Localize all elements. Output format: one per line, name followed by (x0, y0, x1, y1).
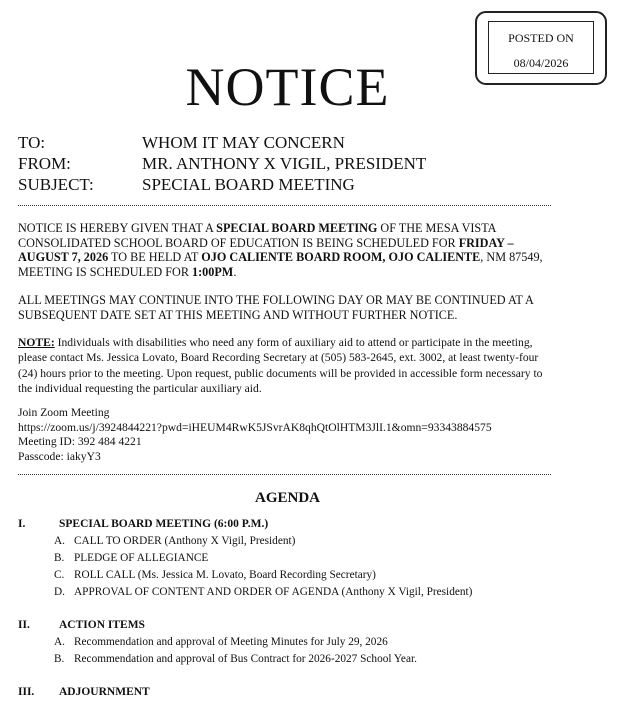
section-number: I. (18, 518, 26, 530)
notice-date: FRIDAY – AUGUST 7, 2026 (18, 235, 514, 265)
item-letter: B. (54, 653, 65, 665)
note-text: Individuals with disabilities who need any form of auxiliary aid to attend or participate in the meeting, please contact Ms. Jessica Lovato, Board Recording Secretary at (505) 583-2645, ext. 3002, at least twenty-four (24) hours prior to the meeting. Upon request, public documents will be provided in accessible form necessary to the individual requesting the particular auxiliary aid. (18, 336, 543, 396)
item-letter: A. (54, 535, 65, 547)
subject-value: SPECIAL BOARD MEETING (142, 175, 355, 194)
item-letter: B. (54, 552, 65, 564)
notice-text-3: TO BE HELD AT (108, 250, 202, 265)
section-title: ACTION ITEMS (59, 619, 145, 631)
subject-label: SUBJECT: (18, 175, 94, 194)
item-letter: C. (54, 569, 65, 581)
item-text: PLEDGE OF ALLEGIANCE (74, 552, 209, 564)
notice-text-1: NOTICE IS HEREBY GIVEN THAT A (18, 221, 217, 235)
item-text: ROLL CALL (Ms. Jessica M. Lovato, Board Recording Secretary) (74, 569, 376, 581)
notice-meeting-type: SPECIAL BOARD MEETING (216, 221, 378, 235)
agenda-title: AGENDA (254, 490, 320, 506)
zoom-block (18, 406, 578, 465)
continuation-paragraph: ALL MEETINGS MAY CONTINUE INTO THE FOLLOWING DAY OR MAY BE CONTINUED AT A SUBSEQUENT DATE SET AT THIS MEETING AND WITHOUT FURTHER NOTICE. (18, 293, 534, 322)
item-letter: D. (54, 586, 65, 598)
item-text: CALL TO ORDER (Anthony X Vigil, President) (74, 535, 296, 547)
from-value: MR. ANTHONY X VIGIL, PRESIDENT (142, 154, 427, 173)
to-value: WHOM IT MAY CONCERN (142, 133, 345, 152)
section-number: II. (18, 619, 30, 631)
zoom-meeting-id: Meeting ID: 392 484 4221 (18, 435, 142, 449)
note-paragraph (18, 335, 558, 397)
notice-text-2: OF THE MESA VISTA CONSOLIDATED SCHOOL BOARD OF EDUCATION IS BEING SCHEDULED FOR (18, 221, 496, 250)
divider-bottom (18, 474, 551, 475)
item-text: APPROVAL OF CONTENT AND ORDER OF AGENDA (Anthony X Vigil, President) (74, 586, 473, 598)
section-number: III. (18, 686, 35, 698)
divider-top (18, 205, 551, 206)
from-label: FROM: (18, 154, 71, 173)
section-title: ADJOURNMENT (59, 686, 150, 698)
zoom-title: Join Zoom Meeting (18, 406, 110, 419)
section-title: SPECIAL BOARD MEETING (6:00 P.M.) (59, 518, 269, 530)
posted-date: 08/04/2026 (513, 56, 569, 70)
notice-text-4: , NM 87549, MEETING IS SCHEDULED FOR (18, 250, 543, 280)
page-title: NOTICE (185, 57, 390, 117)
zoom-link[interactable]: https://zoom.us/j/3924844221?pwd=iHEUM4RwK5JSvrAK8qhQtOlHTM3JlI.1&omn=93343884575 (18, 420, 492, 434)
posted-label: POSTED ON (508, 31, 574, 45)
to-label: TO: (18, 133, 46, 152)
notice-text-5: . (233, 265, 237, 280)
item-text: Recommendation and approval of Bus Contract for 2026-2027 School Year. (74, 653, 417, 665)
zoom-passcode: Passcode: iakyY3 (18, 450, 101, 464)
item-letter: A. (54, 636, 65, 648)
item-text: Recommendation and approval of Meeting Minutes for July 29, 2026 (74, 636, 388, 648)
notice-time: 1:00PM (192, 265, 234, 280)
notice-paragraph (18, 221, 558, 280)
notice-location: OJO CALIENTE BOARD ROOM, OJO CALIENTE (201, 250, 481, 265)
note-label: NOTE: (18, 336, 55, 349)
